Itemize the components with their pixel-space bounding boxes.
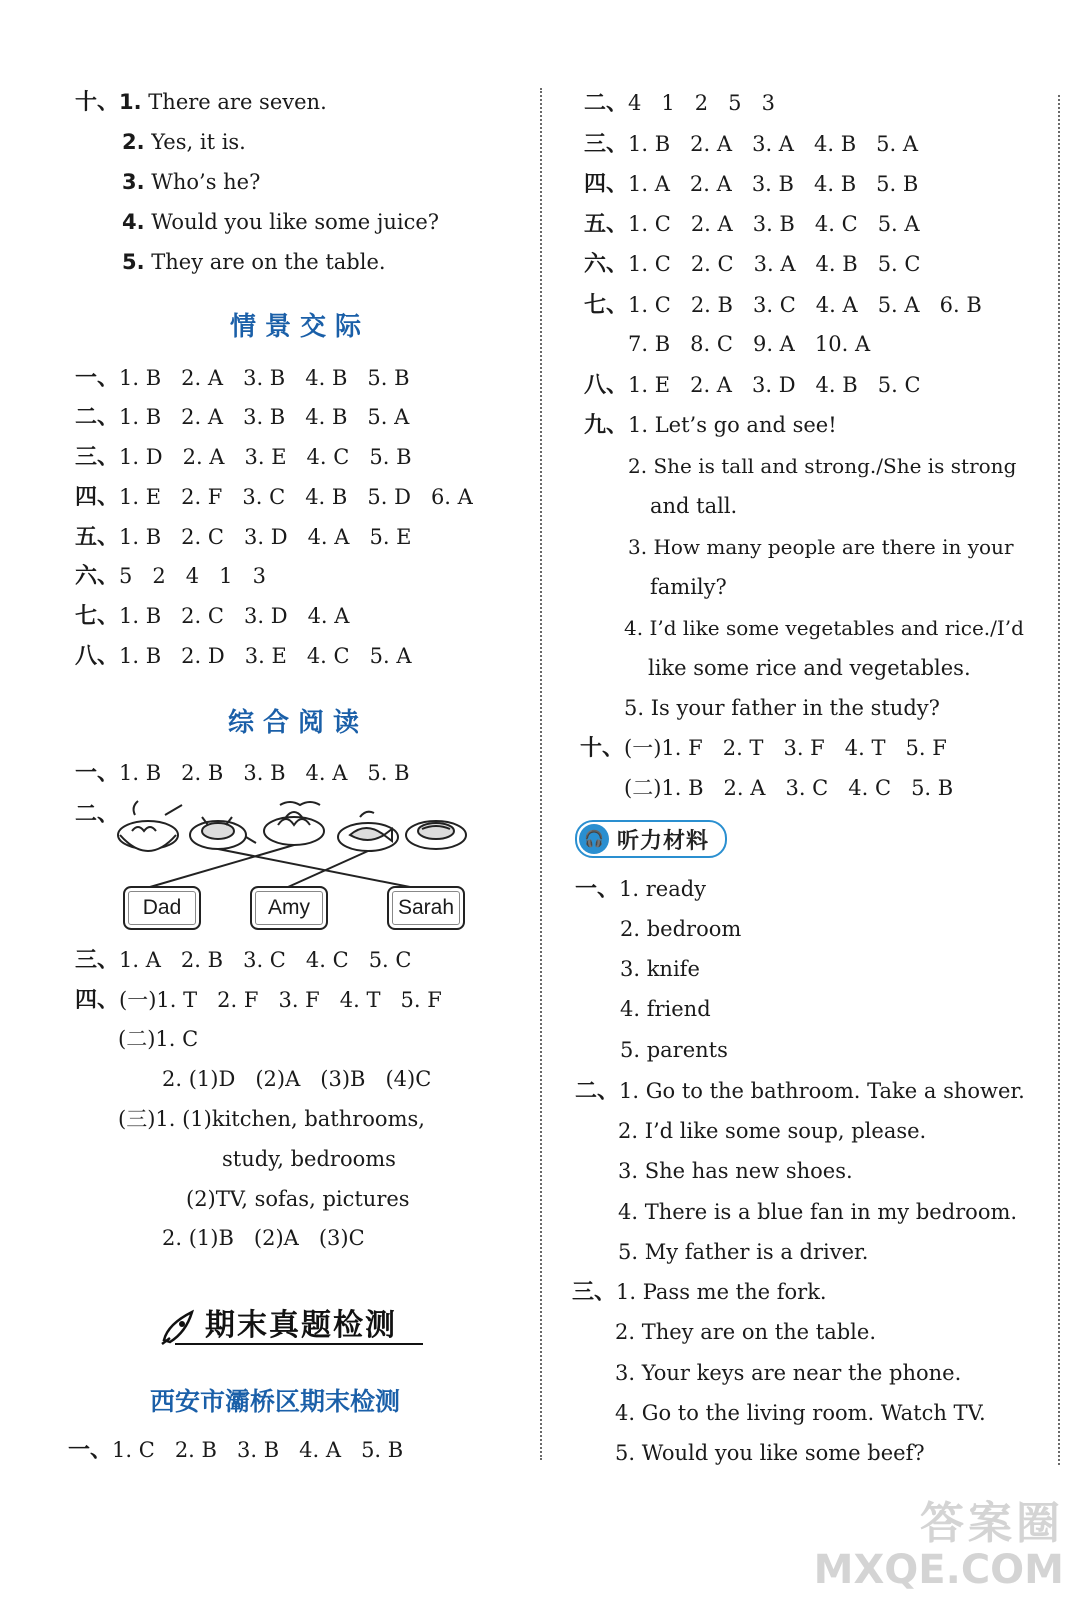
sec1-line: 三、1. D 2. A 3. E 4. C 5. B xyxy=(75,445,412,470)
right-line: 九、1. Let’s go and see! xyxy=(584,413,837,438)
sec2-line: 2. (1)D (2)A (3)B (4)C xyxy=(162,1067,432,1091)
match-box-sarah: Sarah xyxy=(387,886,465,930)
left-q10-line4: 4. Would you like some juice? xyxy=(122,210,440,234)
listening-materials-badge xyxy=(575,820,727,858)
final-exam-heading: 期末真题检测 xyxy=(205,1308,397,1343)
listening-line: 2. bedroom xyxy=(620,917,742,941)
rocket-icon xyxy=(158,1306,202,1346)
sec2-line: (2)TV, sofas, pictures xyxy=(186,1187,410,1211)
listening-line: 一、1. ready xyxy=(575,877,707,902)
heading-underline xyxy=(175,1343,423,1345)
right-line: 7. B 8. C 9. A 10. A xyxy=(628,332,871,356)
right-line: and tall. xyxy=(650,494,738,518)
listening-line: 二、1. Go to the bathroom. Take a shower. xyxy=(575,1079,1025,1104)
sec2-line: 三、1. A 2. B 3. C 4. C 5. C xyxy=(75,948,412,973)
sec2-line: 一、1. B 2. B 3. B 4. A 5. B xyxy=(75,761,410,786)
sec1-line: 六、5 2 4 1 3 xyxy=(75,564,266,589)
listening-line: 5. Would you like some beef? xyxy=(615,1441,925,1465)
headphones-icon: 🎧 xyxy=(579,824,609,854)
sec2-line: (二)1. C xyxy=(118,1027,199,1051)
watermark-top: 答案圈 xyxy=(920,1498,1064,1549)
listening-line: 4. Go to the living room. Watch TV. xyxy=(615,1401,986,1425)
dish-spaghetti-plate xyxy=(264,802,324,845)
dish-steak-plate xyxy=(406,821,466,849)
sec2-line: (三)1. (1)kitchen, bathrooms, xyxy=(118,1107,425,1131)
left-last-line: 一、1. C 2. B 3. B 4. A 5. B xyxy=(68,1438,404,1463)
site-watermark xyxy=(814,1500,1064,1592)
right-line: 六、1. C 2. C 3. A 4. B 5. C xyxy=(584,252,921,277)
right-line: 十、(一)1. F 2. T 3. F 4. T 5. F xyxy=(580,736,947,761)
sec1-line: 五、1. B 2. C 3. D 4. A 5. E xyxy=(75,525,412,550)
right-line: 八、1. E 2. A 3. D 4. B 5. C xyxy=(584,373,921,398)
left-q10-line1: 十、1. There are seven. xyxy=(75,90,327,115)
listening-line: 三、1. Pass me the fork. xyxy=(572,1280,827,1305)
dish-noodles-bowl xyxy=(118,801,182,851)
dish-fish-plate xyxy=(338,812,398,851)
listening-line: 3. knife xyxy=(620,957,700,981)
right-line: (二)1. B 2. A 3. C 4. C 5. B xyxy=(624,776,954,800)
sec1-line: 四、1. E 2. F 3. C 4. B 5. D 6. A xyxy=(75,485,473,510)
match-box-amy: Amy xyxy=(250,886,328,930)
right-line: 4. I’d like some vegetables and rice./I’d xyxy=(624,616,1024,640)
exam-subheading: 西安市灞桥区期末检测 xyxy=(150,1387,401,1416)
column-divider xyxy=(540,88,542,1460)
listening-line: 4. There is a blue fan in my bedroom. xyxy=(618,1200,1018,1224)
right-line: like some rice and vegetables. xyxy=(648,656,971,680)
sec1-line: 八、1. B 2. D 3. E 4. C 5. A xyxy=(75,644,412,669)
listening-line: 4. friend xyxy=(620,997,711,1021)
right-line: 2. She is tall and strong./She is strong xyxy=(628,454,1017,478)
listening-line: 5. My father is a driver. xyxy=(618,1240,869,1264)
listening-line: 2. I’d like some soup, please. xyxy=(618,1119,927,1143)
right-line: 5. Is your father in the study? xyxy=(624,696,940,720)
left-q10-line3: 3. Who’s he? xyxy=(122,170,261,194)
sec2-line: study, bedrooms xyxy=(222,1147,396,1171)
watermark-bottom: MXQE.COM xyxy=(813,1547,1064,1593)
right-line: 3. How many people are there in your xyxy=(628,535,1014,559)
right-edge-divider xyxy=(1058,95,1060,1465)
listening-line: 2. They are on the table. xyxy=(615,1320,877,1344)
dish-chicken-plate xyxy=(190,817,256,849)
left-q10-line2: 2. Yes, it is. xyxy=(122,130,246,154)
sec2-line: 2. (1)B (2)A (3)C xyxy=(162,1226,365,1250)
sec2-q2-label: 二、 xyxy=(75,802,120,827)
right-line: family? xyxy=(650,575,727,599)
right-line: 三、1. B 2. A 3. A 4. B 5. A xyxy=(584,132,919,157)
right-line: 四、1. A 2. A 3. B 4. B 5. B xyxy=(584,172,919,197)
left-q10-line5: 5. They are on the table. xyxy=(122,250,386,274)
match-box-dad: Dad xyxy=(123,886,201,930)
section-title-scenario: 情景交际 xyxy=(230,312,371,342)
sec1-line: 二、1. B 2. A 3. B 4. B 5. A xyxy=(75,405,410,430)
right-line: 二、4 1 2 5 3 xyxy=(584,91,775,116)
listening-materials-label: 听力材料 xyxy=(617,829,710,854)
sec2-line: 四、(一)1. T 2. F 3. F 4. T 5. F xyxy=(75,988,442,1013)
section-title-reading: 综合阅读 xyxy=(228,708,369,738)
sec1-line: 七、1. B 2. C 3. D 4. A xyxy=(75,604,350,629)
right-line: 七、1. C 2. B 3. C 4. A 5. A 6. B xyxy=(584,293,982,318)
right-line: 五、1. C 2. A 3. B 4. C 5. A xyxy=(584,212,920,237)
listening-line: 5. parents xyxy=(620,1038,728,1062)
sec1-line: 一、1. B 2. A 3. B 4. B 5. B xyxy=(75,366,410,391)
listening-line: 3. Your keys are near the phone. xyxy=(615,1361,962,1385)
listening-line: 3. She has new shoes. xyxy=(618,1159,853,1183)
